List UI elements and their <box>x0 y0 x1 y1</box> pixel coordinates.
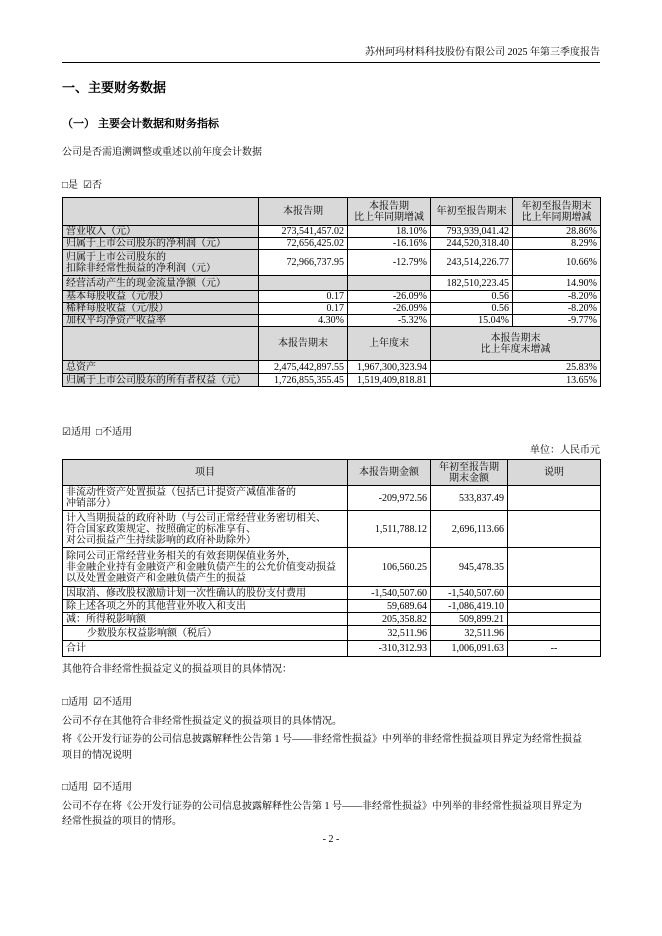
current-period-value: 72,966,737.95 <box>259 250 348 276</box>
ytd-amount: 1,006,091.63 <box>431 641 508 657</box>
table-row <box>63 486 601 511</box>
non-recurring-items-table <box>62 459 601 657</box>
row-label: 归属于上市公司股东的 扣除非经常性损益的净利润（元） <box>63 250 259 276</box>
period-end-value: 1,726,855,355.45 <box>259 374 348 387</box>
current-period-amount: 205,358.82 <box>348 613 431 626</box>
current-period-amount: 32,511.96 <box>348 626 431 641</box>
prior-year-end-value: 1,519,409,818.81 <box>348 374 431 387</box>
option-applicable: ☑适用 <box>62 427 91 438</box>
running-header: 苏州珂玛材料科技股份有限公司 2025 年第三季度报告 <box>365 47 600 58</box>
current-period-change-value: -26.09% <box>348 303 431 315</box>
note-cell <box>508 548 601 587</box>
ytd-value: 243,514,226.77 <box>431 250 513 276</box>
ytd-value: 182,510,223.45 <box>431 276 513 291</box>
row-label: 归属于上市公司股东的净利润（元） <box>63 238 259 250</box>
header-ytd: 年初至报告期末 <box>431 198 513 226</box>
option-not-applicable: ☑不适用 <box>93 782 133 793</box>
other-items-title: 其他符合非经常性损益定义的损益项目的具体情况： <box>62 664 292 675</box>
option-not-applicable: ☑不适用 <box>93 697 133 708</box>
row-label: 经营活动产生的现金流量净额（元） <box>63 276 259 291</box>
current-period-value: 0.17 <box>259 291 348 303</box>
option-applicable: □适用 <box>62 697 89 708</box>
current-period-change-value: -26.09% <box>348 291 431 303</box>
note-cell <box>508 587 601 600</box>
ytd-amount: 32,511.96 <box>431 626 508 641</box>
option-not-applicable: □不适用 <box>95 427 133 438</box>
current-period-amount: -209,972.56 <box>348 486 431 511</box>
table-row <box>63 600 601 613</box>
ytd-change-value: -9.77% <box>513 315 601 327</box>
reclassification-applicability <box>62 767 600 795</box>
subsection-title: （一） 主要会计数据和财务指标 <box>62 118 220 130</box>
header-period-end-change: 本报告期末 比上年度末增减 <box>431 327 601 361</box>
ytd-change-value: -8.20% <box>513 291 601 303</box>
table-row <box>63 315 601 327</box>
header-blank-cell <box>63 198 259 226</box>
current-period-change-value: -5.32% <box>348 315 431 327</box>
item-label: 计入当期损益的政府补助（与公司正常经营业务密切相关、 符合国家政策规定、按照确定的标准享有、 对公司损益产生持续影响的政府补助除外） <box>63 511 348 548</box>
reclassification-title: 将《公开发行证券的公司信息披露解释性公告第 1 号——非经常性损益》中列举的非经常性损益项目界定为经常性损益 项目的情况说明 <box>62 734 582 761</box>
other-items-text: 公司不存在其他符合非经常性损益定义的损益项目的具体情况。 <box>62 716 342 727</box>
ytd-amount: 509,899.21 <box>431 613 508 626</box>
item-label: 因取消、修改股权激励计划一次性确认的股份支付费用 <box>63 587 348 600</box>
row-label: 加权平均净资产收益率 <box>63 315 259 327</box>
table-row <box>63 291 601 303</box>
page-number: - 2 - <box>322 834 340 845</box>
balance-header-row <box>63 327 601 361</box>
table-header-row <box>63 460 601 486</box>
non-recurring-applicability <box>62 412 600 440</box>
ytd-amount: 945,478.35 <box>431 548 508 587</box>
note-cell <box>508 486 601 511</box>
current-period-change-value: -16.16% <box>348 238 431 250</box>
ytd-amount: 2,696,113.66 <box>431 511 508 548</box>
header-item: 项目 <box>63 460 348 486</box>
table-row <box>63 238 601 250</box>
ytd-change-value: 28.86% <box>513 226 601 238</box>
empty-shaded-cell <box>259 276 348 291</box>
current-period-amount: 59,689.64 <box>348 600 431 613</box>
current-period-amount: -310,312.93 <box>348 641 431 657</box>
table-row <box>63 303 601 315</box>
item-label: 非流动性资产处置损益（包括已计提资产减值准备的 冲销部分） <box>63 486 348 511</box>
row-label: 稀释每股收益（元/股） <box>63 303 259 315</box>
prior-year-end-value: 1,967,300,323.94 <box>348 361 431 374</box>
row-label: 营业收入（元） <box>63 226 259 238</box>
key-financial-data-table <box>62 197 601 387</box>
table-row <box>63 613 601 626</box>
header-current-period: 本报告期 <box>259 198 348 226</box>
restatement-options <box>62 165 600 193</box>
other-items-applicability <box>62 682 600 710</box>
ytd-value: 793,939,041.42 <box>431 226 513 238</box>
ytd-value: 0.56 <box>431 303 513 315</box>
row-label: 总资产 <box>63 361 259 374</box>
option-no: ☑否 <box>83 180 103 191</box>
key-financial-data-body <box>63 198 601 387</box>
current-period-value: 72,656,425.02 <box>259 238 348 250</box>
note-cell <box>508 626 601 641</box>
header-current-period-amount: 本报告期金额 <box>348 460 431 486</box>
ytd-change-value: 10.66% <box>513 250 601 276</box>
ytd-change-value: 8.29% <box>513 238 601 250</box>
row-label: 基本每股收益（元/股） <box>63 291 259 303</box>
ytd-amount: -1,086,419.10 <box>431 600 508 613</box>
period-end-change-value: 25.83% <box>431 361 601 374</box>
item-label: 除同公司正常经营业务相关的有效套期保值业务外， 非金融企业持有金融资产和金融负债产生的公允价值变动损益 以及处置金融资产和金融负债产生的损益 <box>63 548 348 587</box>
header-ytd-amount: 年初至报告期 期末金额 <box>431 460 508 486</box>
table-row <box>63 250 601 276</box>
table-row <box>63 587 601 600</box>
ytd-value: 15.04% <box>431 315 513 327</box>
table-row <box>63 226 601 238</box>
header-ytd-change: 年初至报告期末 比上年同期增减 <box>513 198 601 226</box>
reclassification-text: 公司不存在将《公开发行证券的公司信息披露解释性公告第 1 号——非经常性损益》中列举的非经常性损益项目界定为 经常性损益的项目的情形。 <box>62 801 582 827</box>
current-period-change-value: -12.79% <box>348 250 431 276</box>
period-end-value: 2,475,442,897.55 <box>259 361 348 374</box>
row-label: 归属于上市公司股东的所有者权益（元） <box>63 374 259 387</box>
note-cell <box>508 600 601 613</box>
note-cell <box>508 511 601 548</box>
item-label: 合计 <box>63 641 348 657</box>
non-recurring-items-body <box>63 460 601 657</box>
balance-header-blank-cell <box>63 327 259 361</box>
header-current-period-change: 本报告期 比上年同期增减 <box>348 198 431 226</box>
table-row <box>63 626 601 641</box>
option-applicable: □适用 <box>62 782 89 793</box>
table-row <box>63 511 601 548</box>
total-row <box>63 641 601 657</box>
header-note: 说明 <box>508 460 601 486</box>
item-label: 少数股东权益影响额（税后） <box>63 626 348 641</box>
ytd-change-value: -8.20% <box>513 303 601 315</box>
current-period-value: 4.30% <box>259 315 348 327</box>
page-content <box>62 0 600 829</box>
header-period-end: 本报告期末 <box>259 327 348 361</box>
header-prior-year-end: 上年度末 <box>348 327 431 361</box>
ytd-value: 244,520,318.40 <box>431 238 513 250</box>
table-row <box>63 361 601 374</box>
item-label: 除上述各项之外的其他营业外收入和支出 <box>63 600 348 613</box>
restatement-question: 公司是否需追溯调整或重述以前年度会计数据 <box>62 147 262 158</box>
ytd-amount: -1,540,507.60 <box>431 587 508 600</box>
note-cell <box>508 613 601 626</box>
table-header-row <box>63 198 601 226</box>
current-period-value: 273,541,457.02 <box>259 226 348 238</box>
table-row <box>63 276 601 291</box>
current-period-change-value: 18.10% <box>348 226 431 238</box>
current-period-amount: 106,560.25 <box>348 548 431 587</box>
current-period-amount: -1,540,507.60 <box>348 587 431 600</box>
current-period-amount: 1,511,788.12 <box>348 511 431 548</box>
empty-shaded-cell <box>348 276 431 291</box>
table-row <box>63 374 601 387</box>
ytd-change-value: 14.90% <box>513 276 601 291</box>
section-title: 一、主要财务数据 <box>62 80 167 95</box>
ytd-value: 0.56 <box>431 291 513 303</box>
current-period-value: 0.17 <box>259 303 348 315</box>
ytd-amount: 533,837.49 <box>431 486 508 511</box>
note-cell: -- <box>508 641 601 657</box>
option-yes: □是 <box>62 180 79 191</box>
item-label: 减：所得税影响额 <box>63 613 348 626</box>
period-end-change-value: 13.65% <box>431 374 601 387</box>
currency-unit: 单位：人民币元 <box>530 445 600 456</box>
table-row <box>63 548 601 587</box>
